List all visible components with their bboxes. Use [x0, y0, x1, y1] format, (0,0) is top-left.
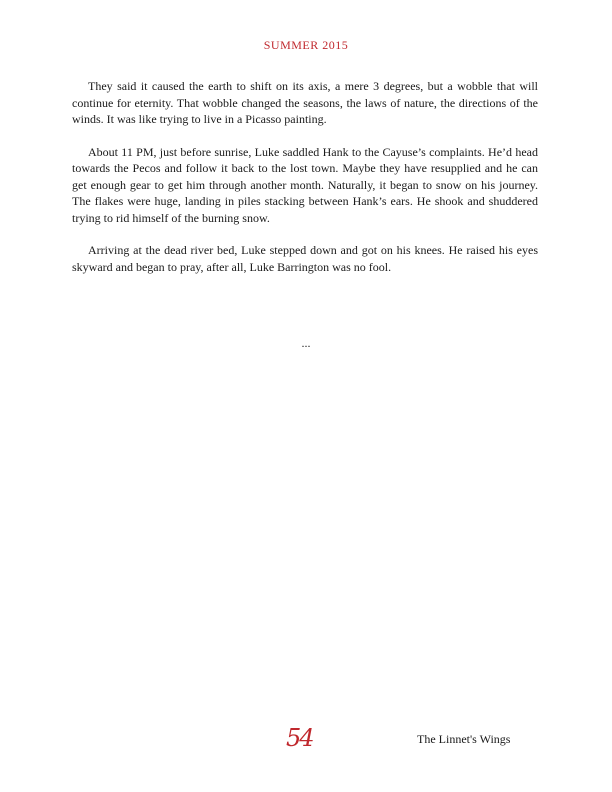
- section-break: ...: [301, 336, 311, 350]
- journal-title: The Linnet's Wings: [417, 732, 511, 746]
- paragraph-2: About 11 PM, just before sunrise, Luke saddled Hank to the Cayuse’s complaints. He’d head towards the Pecos and follow it back to the lost town. Maybe they have resupplied and he can get enough gear to get him through another month. Naturally, it began to snow on his journey. The flakes were huge, landing in piles stacking between Hank’s ears. He shook and shuddered trying to rid himself of the burning snow.: [72, 144, 538, 225]
- paragraph-1: They said it caused the earth to shift on its axis, a mere 3 degrees, but a wobble that will continue for eternity. That wobble changed the seasons, the laws of nature, the directions of the winds. It was like trying to live in a Picasso painting.: [72, 79, 538, 126]
- story-body: [72, 78, 538, 291]
- running-head: SUMMER 2015: [263, 38, 349, 52]
- paragraph-3: Arriving at the dead river bed, Luke stepped down and got on his knees. He raised his eyes skyward and began to pray, after all, Luke Barrington was no fool.: [72, 243, 538, 274]
- page-number: 54: [286, 724, 313, 752]
